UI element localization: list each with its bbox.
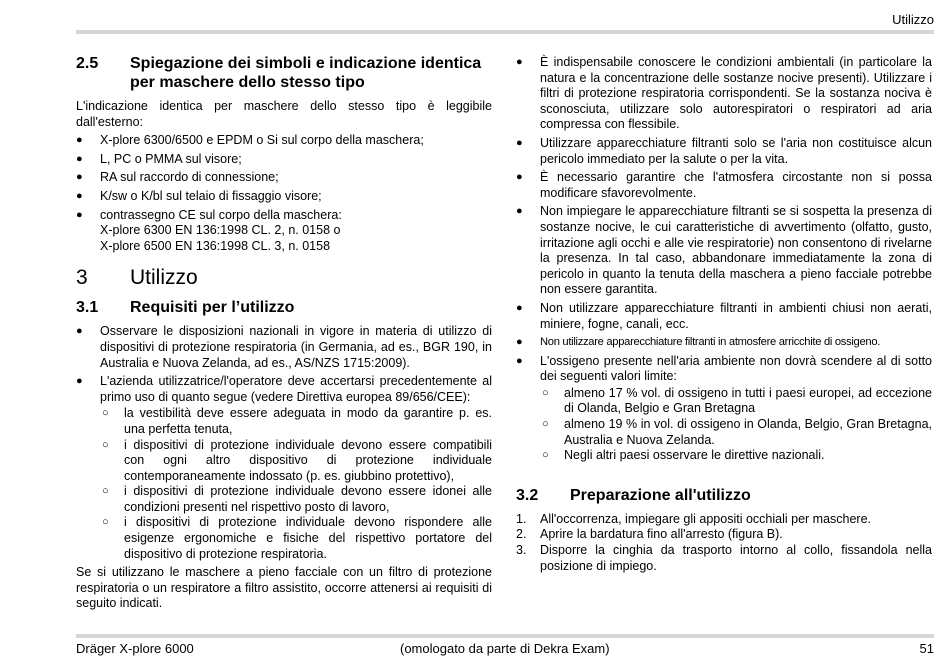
footer-approval: (omologato da parte di Dekra Exam) — [400, 641, 610, 656]
ce-line: ● contrassegno CE sul corpo della maschera: — [100, 207, 342, 222]
header-rule — [76, 30, 934, 34]
step-number: 1. — [516, 511, 527, 526]
section-title: Preparazione all'utilizzo — [570, 486, 751, 504]
sub-list-item: ○ Negli altri paesi osservare le direttive nazionali. — [540, 448, 932, 464]
s25-list — [76, 133, 492, 254]
list-item: ● È necessario garantire che l'atmosfera circostante non si possa modificare sfavorevolmente. — [516, 170, 932, 201]
step-number: 2. — [516, 527, 527, 542]
page-number: 51 — [919, 641, 934, 656]
footer-rule — [76, 634, 934, 638]
section-number: 2.5 — [76, 55, 99, 72]
steps-list — [516, 512, 932, 574]
footer — [76, 641, 934, 657]
list-item: ● Non utilizzare apparecchiature filtranti in atmosfere arricchite di ossigeno. — [516, 335, 932, 351]
list-item: ● Non utilizzare apparecchiature filtranti in ambienti chiusi non aerati, miniere, fogne, canali, ecc. — [516, 301, 932, 332]
running-header: Utilizzo — [892, 12, 934, 27]
s31-closing: Se si utilizzano le maschere a pieno facciale con un filtro di protezione respiratoria o un respiratore a filtro assistito, occorre attenersi ai requisiti di seguito indicati. — [76, 565, 492, 611]
step-text: All'occorrenza, impiegare gli appositi occhiali per maschere. — [540, 511, 872, 526]
s31-list — [76, 324, 492, 562]
sub-list — [100, 406, 492, 562]
list-item-text: L'ossigeno presente nell'aria ambiente non dovrà scendere al di sotto dei seguenti valori limite: — [540, 353, 932, 384]
section-3-2-heading — [516, 486, 932, 505]
ce-line: X-plore 6300 EN 136:1998 CL. 2, n. 0158 o — [100, 223, 341, 238]
sub-list-item: ○ almeno 17 % vol. di ossigeno in tutti i paesi europei, ad eccezione di Olanda, Belgio e Gran Bretagna — [540, 386, 932, 417]
chapter-3-heading — [76, 266, 492, 290]
list-item: ● Utilizzare apparecchiature filtranti solo se l'aria non costituisce alcun pericolo immediato per la salute o per la vita. — [516, 136, 932, 167]
chapter-title: Utilizzo — [130, 266, 198, 290]
sub-list — [540, 386, 932, 464]
sub-list-item: ○ i dispositivi di protezione individuale devono essere compatibili con ogni altro dispositivo di protezione individuale contemporaneamente indossato (p. es. giubbino protettivo), — [100, 438, 492, 485]
section-title: Requisiti per l’utilizzo — [130, 299, 295, 317]
list-item: ● K/sw o K/bl sul telaio di fissaggio visore; — [76, 189, 492, 205]
section-title: Spiegazione dei simboli e indicazione identica per maschere dello stesso tipo — [130, 55, 482, 91]
step-text: Aprire la bardatura fino all'arresto (figura B). — [540, 527, 783, 542]
list-item: ● Osservare le disposizioni nazionali in vigore in materia di utilizzo di dispositivi di protezione respiratoria (in Germania, ad es., BGR 190, in Australia e Nuova Zelanda, ad es., AS/NZS 1715:2009). — [76, 324, 492, 371]
list-item-ce-mark — [76, 208, 492, 255]
list-item: ● È indispensabile conoscere le condizioni ambientali (in particolare la natura e la concentrazione delle sostanze nocive presenti). Utilizzare i filtri di protezione respiratoria corrispondenti. Se la sostanza nociva è sconosciuta, utilizzare solo autorespiratori o respiratori ad aria compressa con flessibile. — [516, 55, 932, 133]
ce-line: X-plore 6500 EN 136:1998 CL. 3, n. 0158 — [100, 238, 331, 253]
footer-product: Dräger X-plore 6000 — [76, 641, 194, 656]
list-item — [516, 354, 932, 464]
sub-list-item: ○ i dispositivi di protezione individuale devono rispondere alle esigenze ergonomiche e fisiche del rispettivo portatore del dispositivo di protezione respiratoria. — [100, 515, 492, 562]
sub-list-item: ○ almeno 19 % in vol. di ossigeno in Olanda, Belgio, Gran Bretagna, Australia e Nuova Zelanda. — [540, 417, 932, 448]
list-item — [76, 374, 492, 562]
s25-intro: L'indicazione identica per maschere dello stesso tipo è leggibile dall'esterno: — [76, 99, 492, 129]
chapter-number: 3 — [76, 266, 88, 290]
sub-list-item: ○ la vestibilità deve essere adeguata in modo da garantire p. es. una perfetta tenuta, — [100, 406, 492, 437]
section-number: 3.1 — [76, 299, 99, 317]
step-number: 3. — [516, 543, 527, 558]
list-item: ● RA sul raccordo di connessione; — [76, 170, 492, 186]
right-column — [516, 55, 932, 574]
list-item: ● Non impiegare le apparecchiature filtranti se si sospetta la presenza di sostanze nocive, le cui caratteristiche di avvertimento (olfatto, gusto, irritazione agli occhi e alle vie respiratorie) non consentono di rivelarne la presenza. In tal caso, abbandonare immediatamente la zona di pericolo in quanto la tenuta della maschera a pieno facciale potrebbe non essere garantita. — [516, 204, 932, 298]
step-item — [516, 543, 932, 574]
list-item: ● X-plore 6300/6500 e EPDM o Si sul corpo della maschera; — [76, 133, 492, 149]
requirements-list — [516, 55, 932, 464]
sub-list-item: ○ i dispositivi di protezione individuale devono essere idonei alle condizioni presenti nel rispettivo posto di lavoro, — [100, 484, 492, 515]
list-item: ● L, PC o PMMA sul visore; — [76, 152, 492, 168]
step-item — [516, 527, 932, 543]
section-3-1-heading — [76, 298, 492, 317]
section-number: 3.2 — [516, 486, 539, 504]
section-2-5-heading — [76, 54, 492, 92]
step-text: Disporre la cinghia da trasporto intorno al collo, fissandola nella posizione di impiego. — [540, 543, 932, 573]
list-item-text: L'azienda utilizzatrice/l'operatore deve accertarsi precedentemente al primo uso di quanto segue (vedere Direttiva europea 89/656/CEE): — [100, 374, 492, 404]
left-column — [76, 54, 492, 615]
step-item — [516, 512, 932, 528]
